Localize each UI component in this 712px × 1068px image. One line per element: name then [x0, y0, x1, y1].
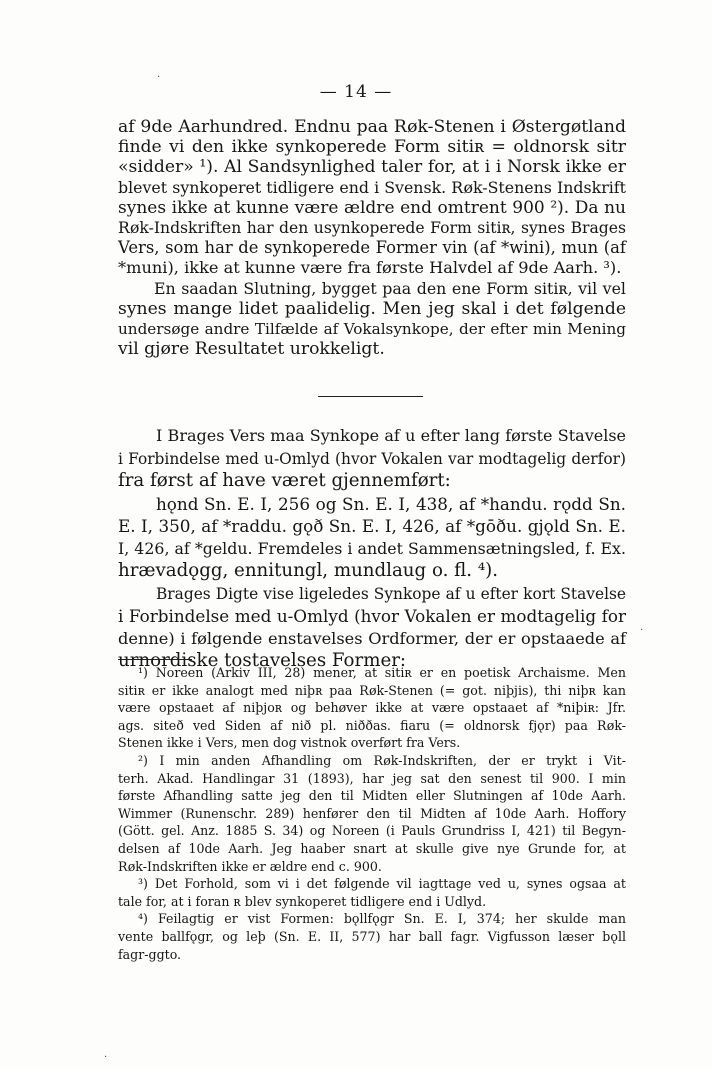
footnote-line: delsen af 10de Aarh. Jeg haaber snart at skulle give nye Grunde for, at — [118, 840, 626, 856]
footnote-line: ags. siteð ved Siden af nið pl. niððas. fiaru (= oldnorsk fjǫr) paa Røk- — [118, 717, 626, 733]
footnote-line: ³) Det Forhold, som vi i det følgende vil iagttage ved u, synes ogsaa at — [138, 876, 626, 892]
footnotes — [118, 664, 626, 963]
footnote-rule — [118, 659, 192, 660]
footnote-line: første Afhandling satte jeg den til Midten eller Slutningen af 10de Aarh. — [118, 788, 626, 804]
footnote-line: sitiʀ er ikke analogt med niþʀ paa Røk-Stenen (= got. niþjis), thi niþʀ kan — [118, 682, 626, 698]
text-line: I Brages Vers maa Synkope af u efter lang første Stavelse — [156, 426, 626, 445]
print-speck: · — [104, 1052, 108, 1063]
text-line: hǫnd Sn. E. I, 256 og Sn. E. I, 438, af *handu. rǫdd Sn. — [156, 493, 626, 514]
text-line: synes mange lidet paalidelig. Men jeg skal i det følgende — [118, 298, 626, 319]
text-line: denne) i følgende enstavelses Ordformer, der er opstaaede af — [118, 628, 626, 648]
footnote-line: være opstaaet af niþjoʀ og behøver ikke at være opstaaet af *niþiʀ: Jfr. — [118, 700, 626, 716]
text-line: blevet synkoperet tidligere end i Svensk. Røk-Stenens Indskrift — [118, 177, 626, 197]
footnote-line: tale for, at i foran ʀ blev synkoperet tidligere end i Udlyd. — [118, 893, 487, 909]
text-line: finde vi den ikke synkoperede Form sitiʀ = oldnorsk sitr — [118, 137, 626, 158]
text-line: undersøge andre Tilfælde af Vokalsynkope, der efter min Mening — [118, 319, 626, 338]
text-line: Vers, som har de synkoperede Former vin (af *wini), mun (af — [118, 238, 626, 258]
print-speck: . — [640, 622, 644, 633]
footnote-line: Wimmer (Runenschr. 289) henfører den til Midten af 10de Aarh. Hoffory — [118, 805, 626, 821]
footnote-line: ¹) Noreen (Arkiv III, 28) mener, at sitiʀ er en poetisk Archaisme. Men — [138, 665, 626, 680]
text-line: «sidder» ¹). Al Sandsynlighed taler for, at i i Norsk ikke er — [118, 157, 626, 178]
footnote-line: vente ballfǫgr, og leþ (Sn. E. II, 577) har ball fagr. Vigfusson læser bǫll — [118, 928, 626, 944]
footnote-line: (Gött. gel. Anz. 1885 S. 34) og Noreen (i Pauls Grundriss I, 421) til Begyn- — [118, 823, 626, 839]
footnote-line: terh. Akad. Handlingar 31 (1893), har jeg sat den senest til 900. I min — [118, 770, 626, 786]
paragraph-block-1 — [118, 117, 626, 359]
text-line: synes ikke at kunne være ældre end omtrent 900 ²). Da nu — [118, 197, 626, 218]
text-line: Røk-Indskriften har den usynkoperede Form sitiʀ, synes Brages — [118, 218, 626, 237]
text-line: hrævadǫgg, ennitungl, mundlaug o. fl. ⁴). — [118, 560, 498, 581]
footnote-line: Røk-Indskriften ikke er ældre end c. 900. — [118, 858, 382, 874]
text-line: En saadan Slutning, bygget paa den ene Form sitiʀ, vil vel — [154, 278, 626, 298]
text-line: urnordiske tostavelses Former: — [118, 650, 407, 671]
print-speck: · — [157, 72, 161, 83]
page-number: — 14 — — [319, 82, 393, 102]
text-line: fra først af have været gjennemført: — [118, 470, 451, 491]
text-line: Brages Digte vise ligeledes Synkope af u efter kort Stavelse — [156, 584, 626, 603]
text-line: vil gjøre Resultatet urokkeligt. — [118, 339, 385, 360]
footnote-line: ⁴) Feilagtig er vist Formen: bǫllfǫgr Sn. E. I, 374; her skulde man — [138, 911, 626, 927]
text-line: I, 426, af *geldu. Fremdeles i andet Sammensætningsled, f. Ex. — [118, 538, 626, 558]
footnote-line: ²) I min anden Afhandling om Røk-Indskriften, der er trykt i Vit- — [138, 752, 626, 768]
paragraph-block-2 — [118, 425, 626, 673]
footnote-line: Stenen ikke i Vers, men dog vistnok overført fra Vers. — [118, 735, 461, 751]
text-line: *muni), ikke at kunne være fra første Halvdel af 9de Aarh. ³). — [118, 258, 622, 278]
text-line: af 9de Aarhundred. Endnu paa Røk-Stenen i Østergøtland — [118, 117, 626, 137]
text-line: E. I, 350, af *raddu. gǫð Sn. E. I, 426, af *gōðu. gjǫld Sn. E. — [118, 516, 626, 536]
text-line: i Forbindelse med u-Omlyd (hvor Vokalen var modtagelig derfor) — [118, 449, 626, 468]
section-divider — [318, 396, 423, 397]
text-line: i Forbindelse med u-Omlyd (hvor Vokalen er modtagelig for — [118, 606, 626, 626]
footnote-line: fagr-ggto. — [118, 946, 182, 962]
